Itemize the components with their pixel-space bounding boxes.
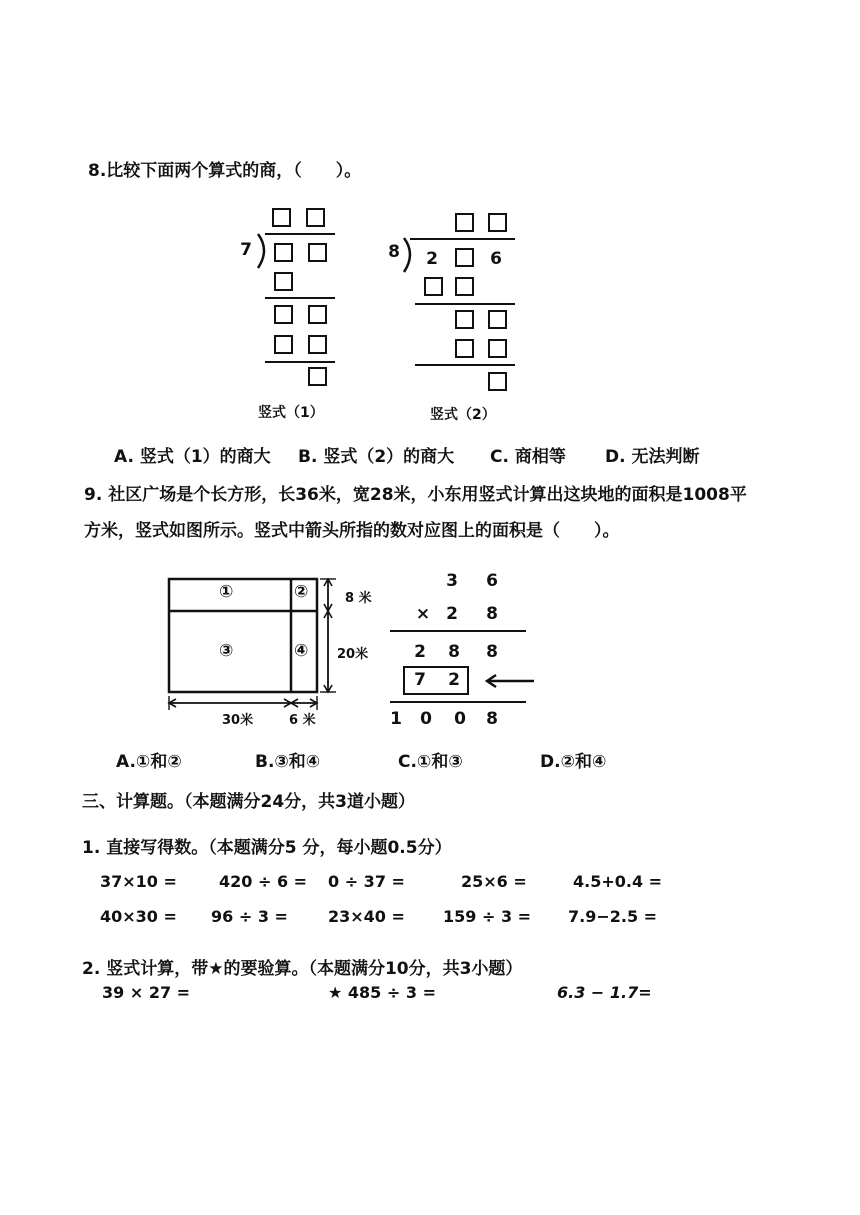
dim-top: 8 米 bbox=[345, 591, 372, 606]
result-digit: 8 bbox=[486, 709, 498, 729]
quotient-box[interactable] bbox=[306, 208, 325, 227]
dividend-digit: 6 bbox=[490, 249, 502, 269]
result-digit: 0 bbox=[454, 709, 466, 729]
q9-option-a[interactable]: A.①和② bbox=[116, 752, 182, 772]
mental-calc-item[interactable]: 25×6 = bbox=[461, 872, 527, 891]
sum-line bbox=[390, 701, 526, 703]
dividend-box[interactable] bbox=[308, 243, 327, 262]
mental-calc-item[interactable]: 37×10 = bbox=[100, 872, 177, 891]
multiplier-digit: 8 bbox=[486, 604, 498, 624]
division-bar bbox=[265, 233, 335, 235]
step-box[interactable] bbox=[455, 277, 474, 296]
step-box[interactable] bbox=[424, 277, 443, 296]
q9-stem-line1: 9. 社区广场是个长方形，长36米，宽28米，小东用竖式计算出这块地的面积是1008平 bbox=[84, 485, 747, 505]
multiplier-digit: 2 bbox=[446, 604, 458, 624]
partial-digit: 7 bbox=[414, 670, 426, 690]
step-line bbox=[265, 297, 335, 299]
q9-option-b[interactable]: B.③和④ bbox=[255, 752, 321, 772]
partial-digit: 8 bbox=[448, 642, 460, 662]
product-line bbox=[390, 630, 526, 632]
caption-1: 竖式（1） bbox=[258, 405, 324, 421]
q8-option-b[interactable]: B. 竖式（2）的商大 bbox=[298, 447, 455, 467]
written-calc-item[interactable]: ★ 485 ÷ 3 = bbox=[328, 983, 436, 1002]
step-box[interactable] bbox=[455, 339, 474, 358]
result-digit: 0 bbox=[420, 709, 432, 729]
step-box[interactable] bbox=[455, 310, 474, 329]
step-line bbox=[415, 364, 515, 366]
dim-bottom-right: 6 米 bbox=[289, 713, 316, 728]
multiplicand-digit: 6 bbox=[486, 571, 498, 591]
division-bracket bbox=[398, 236, 418, 276]
quotient-box[interactable] bbox=[488, 213, 507, 232]
part-1-title: 1. 直接写得数。（本题满分5 分，每小题0.5分） bbox=[82, 838, 452, 858]
region-3-label: ③ bbox=[219, 641, 234, 661]
region-2-label: ② bbox=[294, 582, 309, 602]
q8-option-d[interactable]: D. 无法判断 bbox=[605, 447, 700, 467]
remainder-box[interactable] bbox=[308, 367, 327, 386]
part-2-title: 2. 竖式计算，带★的要验算。（本题满分10分，共3小题） bbox=[82, 959, 523, 979]
step-box[interactable] bbox=[274, 272, 293, 291]
q8-option-c[interactable]: C. 商相等 bbox=[490, 447, 566, 467]
dividend-box[interactable] bbox=[455, 248, 474, 267]
mental-calc-item[interactable]: 0 ÷ 37 = bbox=[328, 872, 405, 891]
remainder-box[interactable] bbox=[488, 372, 507, 391]
mental-calc-item[interactable]: 159 ÷ 3 = bbox=[443, 907, 532, 926]
step-line bbox=[265, 361, 335, 363]
partial-digit: 8 bbox=[486, 642, 498, 662]
quotient-box[interactable] bbox=[272, 208, 291, 227]
step-box[interactable] bbox=[488, 310, 507, 329]
partial-digit: 2 bbox=[448, 670, 460, 690]
q9-stem-line2: 方米，竖式如图所示。竖式中箭头所指的数对应图上的面积是（ ）。 bbox=[84, 521, 620, 541]
step-box[interactable] bbox=[308, 305, 327, 324]
multiplicand-digit: 3 bbox=[446, 571, 458, 591]
division-bar bbox=[410, 238, 515, 240]
divisor: 8 bbox=[388, 242, 400, 262]
q9-option-d[interactable]: D.②和④ bbox=[540, 752, 607, 772]
quotient-box[interactable] bbox=[455, 213, 474, 232]
step-box[interactable] bbox=[274, 335, 293, 354]
mental-calc-item[interactable]: 4.5+0.4 = bbox=[573, 872, 663, 891]
dim-bottom-left: 30米 bbox=[222, 713, 254, 728]
mental-calc-item[interactable]: 40×30 = bbox=[100, 907, 177, 926]
section-3-title: 三、计算题。（本题满分24分，共3道小题） bbox=[82, 792, 415, 812]
dividend-digit: 2 bbox=[426, 249, 438, 269]
divisor: 7 bbox=[240, 240, 252, 260]
times-sign: × bbox=[415, 604, 431, 624]
written-calc-item[interactable]: 39 × 27 = bbox=[102, 983, 191, 1002]
result-digit: 1 bbox=[390, 709, 402, 729]
mental-calc-item[interactable]: 23×40 = bbox=[328, 907, 405, 926]
step-box[interactable] bbox=[488, 339, 507, 358]
step-box[interactable] bbox=[308, 335, 327, 354]
left-arrow-icon bbox=[484, 673, 536, 689]
step-line bbox=[415, 303, 515, 305]
q8-stem: 8.比较下面两个算式的商，（ ）。 bbox=[88, 161, 362, 181]
region-1-label: ① bbox=[219, 582, 234, 602]
dim-right: 20米 bbox=[337, 647, 369, 662]
step-box[interactable] bbox=[274, 305, 293, 324]
division-bracket bbox=[252, 232, 272, 272]
written-calc-item[interactable]: 6.3 − 1.7= bbox=[557, 983, 652, 1002]
region-4-label: ④ bbox=[294, 641, 309, 661]
caption-2: 竖式（2） bbox=[430, 407, 496, 423]
partial-digit: 2 bbox=[414, 642, 426, 662]
mental-calc-item[interactable]: 420 ÷ 6 = bbox=[219, 872, 308, 891]
q8-option-a[interactable]: A. 竖式（1）的商大 bbox=[114, 447, 271, 467]
mental-calc-item[interactable]: 96 ÷ 3 = bbox=[211, 907, 288, 926]
mental-calc-item[interactable]: 7.9−2.5 = bbox=[568, 907, 658, 926]
dividend-box[interactable] bbox=[274, 243, 293, 262]
q9-option-c[interactable]: C.①和③ bbox=[398, 752, 463, 772]
